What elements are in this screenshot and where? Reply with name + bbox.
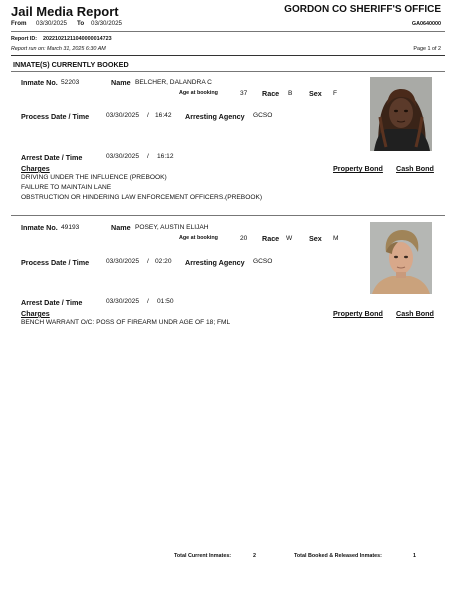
arrest-date: 03/30/2025 bbox=[106, 298, 140, 305]
report-id-label: Report ID: bbox=[11, 36, 38, 42]
inmate-no: 52203 bbox=[61, 79, 80, 86]
charge-item: FAILURE TO MAINTAIN LANE bbox=[21, 184, 112, 191]
arrest-label: Arrest Date / Time bbox=[21, 298, 83, 307]
name-label: Name bbox=[111, 78, 131, 87]
charge-item: BENCH WARRANT O/C: POSS OF FIREARM UNDR AGE OF 18; FML bbox=[21, 319, 231, 326]
process-separator: / bbox=[147, 258, 149, 265]
report-title: Jail Media Report bbox=[11, 4, 119, 19]
arrest-label: Arrest Date / Time bbox=[21, 153, 83, 162]
process-time: 02:20 bbox=[155, 258, 172, 265]
age-value: 37 bbox=[240, 90, 248, 97]
age-label: Age at booking bbox=[179, 90, 218, 96]
cash-bond-heading: Cash Bond bbox=[396, 309, 434, 318]
report-id: 20221021211040000014723 bbox=[43, 36, 112, 42]
property-bond-heading: Property Bond bbox=[333, 309, 383, 318]
process-separator: / bbox=[147, 112, 149, 119]
cash-bond-heading: Cash Bond bbox=[396, 164, 434, 173]
property-bond-heading: Property Bond bbox=[333, 164, 383, 173]
mugshot-photo bbox=[370, 222, 432, 294]
sex-label: Sex bbox=[309, 89, 322, 98]
charge-item: DRIVING UNDER THE INFLUENCE (PREBOOK) bbox=[21, 174, 167, 181]
inmate-no: 49193 bbox=[61, 224, 80, 231]
race-value: B bbox=[288, 90, 293, 97]
total-current-value: 2 bbox=[253, 553, 256, 559]
race-label: Race bbox=[262, 234, 280, 243]
arrest-time: 01:50 bbox=[157, 298, 174, 305]
inmate-name: POSEY, AUSTIN ELIJAH bbox=[135, 224, 209, 231]
sex-value: F bbox=[333, 90, 338, 97]
process-date: 03/30/2025 bbox=[106, 258, 140, 265]
section-divider-bottom bbox=[11, 71, 445, 72]
arresting-agency-label: Arresting Agency bbox=[185, 112, 245, 121]
race-value: W bbox=[286, 235, 293, 242]
agency-code: GA0640000 bbox=[411, 21, 441, 27]
charges-heading: Charges bbox=[21, 309, 50, 318]
arrest-time: 16:12 bbox=[157, 153, 174, 160]
process-label: Process Date / Time bbox=[21, 258, 90, 267]
to-date: 03/30/2025 bbox=[91, 20, 122, 27]
from-date: 03/30/2025 bbox=[36, 20, 67, 27]
agency-name: GORDON CO SHERIFF'S OFFICE bbox=[284, 4, 441, 15]
total-booked-label: Total Booked & Released Inmates: bbox=[294, 553, 382, 559]
total-booked-value: 1 bbox=[413, 553, 416, 559]
total-current-label: Total Current Inmates: bbox=[174, 553, 232, 559]
inmate-no-label: Inmate No. bbox=[21, 78, 58, 87]
process-time: 16:42 bbox=[155, 112, 172, 119]
arresting-agency: GCSO bbox=[253, 112, 273, 119]
header-divider bbox=[11, 31, 445, 32]
process-label: Process Date / Time bbox=[21, 112, 90, 121]
process-date: 03/30/2025 bbox=[106, 112, 140, 119]
charge-item: OBSTRUCTION OR HINDERING LAW ENFORCEMENT OFFICERS.(PREBOOK) bbox=[21, 194, 263, 201]
arrest-separator: / bbox=[147, 298, 149, 305]
from-label: From bbox=[11, 20, 27, 27]
inmate-name: BELCHER, DALANDRA C bbox=[135, 79, 212, 86]
record-divider bbox=[11, 215, 445, 216]
age-label: Age at booking bbox=[179, 235, 218, 241]
sex-value: M bbox=[333, 235, 339, 242]
inmate-no-label: Inmate No. bbox=[21, 223, 58, 232]
name-label: Name bbox=[111, 223, 131, 232]
section-divider-top bbox=[11, 55, 445, 56]
report-run-on: Report run on: March 31, 2025 6:30 AM bbox=[11, 46, 106, 52]
arresting-agency-label: Arresting Agency bbox=[185, 258, 245, 267]
race-label: Race bbox=[262, 89, 280, 98]
sex-label: Sex bbox=[309, 234, 322, 243]
section-title: INMATE(S) CURRENTLY BOOKED bbox=[13, 60, 129, 69]
to-label: To bbox=[77, 20, 85, 27]
arresting-agency: GCSO bbox=[253, 258, 273, 265]
mugshot-photo bbox=[370, 77, 432, 151]
age-value: 20 bbox=[240, 235, 248, 242]
arrest-date: 03/30/2025 bbox=[106, 153, 140, 160]
page-number: Page 1 of 2 bbox=[413, 46, 441, 52]
charges-heading: Charges bbox=[21, 164, 50, 173]
arrest-separator: / bbox=[147, 153, 149, 160]
